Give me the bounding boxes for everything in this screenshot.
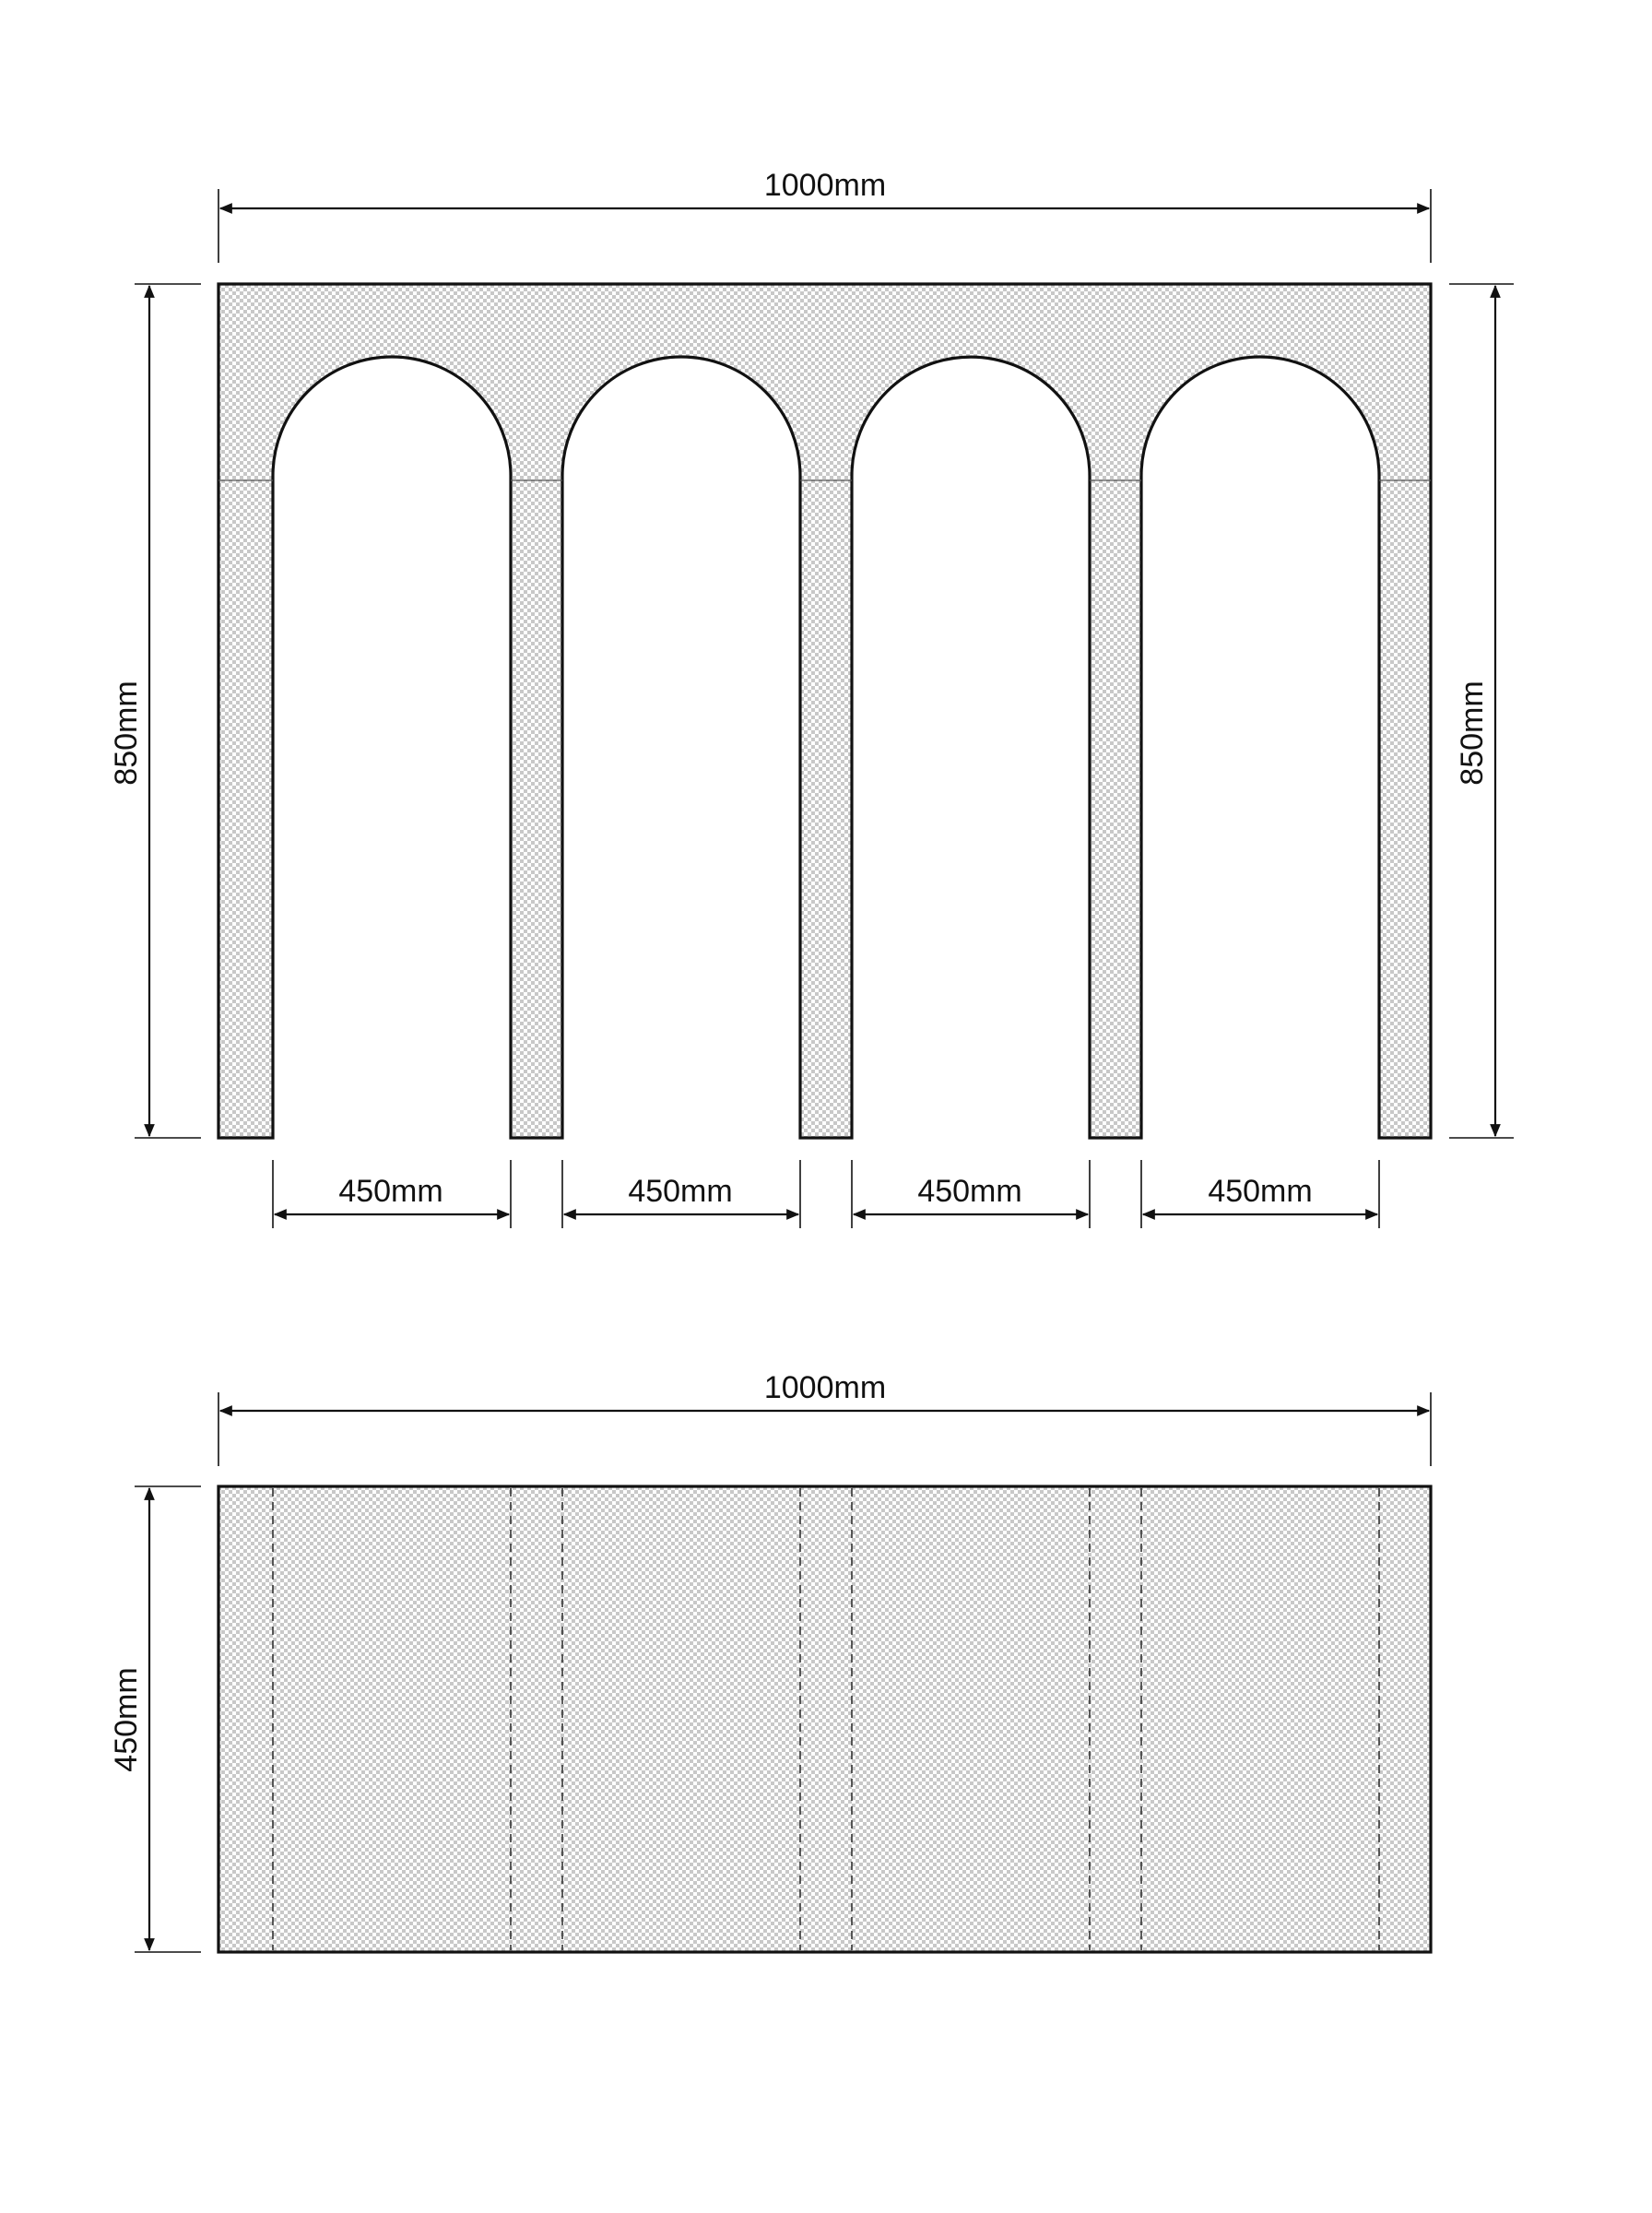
top-view [109,1370,1431,1952]
front-left-height-dimension [109,284,201,1138]
opening-2-label: 450mm [628,1174,733,1209]
top-depth-label: 450mm [109,1667,144,1772]
opening-1-label: 450mm [338,1174,443,1209]
front-right-height-dimension [1449,284,1514,1138]
front-right-height-label: 850mm [1455,680,1490,786]
top-width-label: 1000mm [763,1370,887,1405]
top-depth-dimension [109,1486,201,1952]
front-width-dimension [218,168,1431,263]
front-left-height-label: 850mm [109,680,144,786]
opening-4-label: 450mm [1208,1174,1313,1209]
opening-dimensions [273,1160,1379,1228]
top-panel [218,1486,1431,1952]
arched-panel [218,284,1431,1138]
opening-3-label: 450mm [917,1174,1022,1209]
front-elevation [109,168,1514,1228]
front-width-label: 1000mm [763,168,887,203]
top-width-dimension [218,1370,1431,1466]
